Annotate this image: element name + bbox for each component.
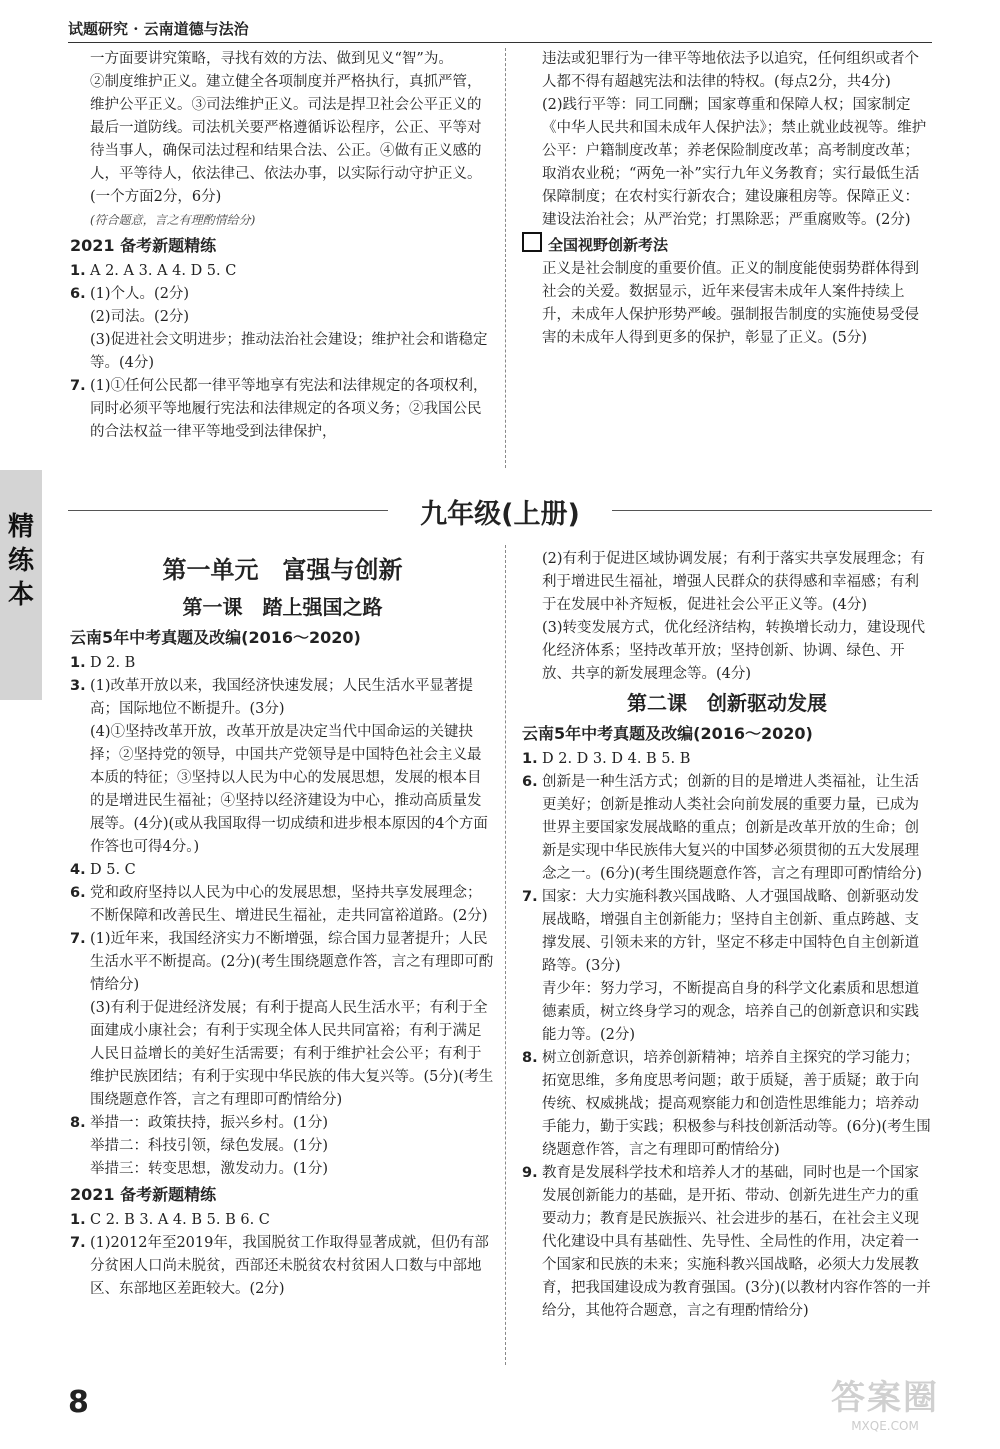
answer-item	[70, 375, 495, 444]
grade-rule-right	[612, 510, 932, 511]
bottom-right-column	[522, 548, 932, 1323]
section-heading: 2021 备考新题精练	[70, 1185, 217, 1204]
answer-paragraph: 举措三：转变思想，激发动力。(1分)	[90, 1161, 329, 1177]
unit-title: 第一单元 富强与创新	[162, 556, 403, 584]
question-number: 3.	[70, 678, 86, 694]
answer-item	[522, 1047, 932, 1162]
question-number: 7.	[70, 378, 86, 394]
answer-item	[70, 859, 495, 882]
answer-paragraph: (3)促进社会文明进步；推动法治社会建设；维护社会和谐稳定等。(4分)	[90, 332, 488, 371]
grade-title: 九年级(上册)	[420, 499, 580, 530]
answer-text: (1)①任何公民都一律平等地享有宪法和法律规定的各项权利，同时必须平等地履行宪法和法律规定的各项义务；②我国公民的合法权益一律平等地受到法律保护，	[90, 378, 488, 440]
question-number: 6.	[70, 885, 86, 901]
lesson2-title: 第二课 创新驱动发展	[627, 691, 827, 715]
question-number: 9.	[522, 1165, 538, 1181]
question-number: 1.	[70, 263, 86, 279]
page-header-title: 试题研究 · 云南道德与法治	[68, 20, 249, 38]
answer-paragraph: (2)司法。(2分)	[90, 309, 190, 325]
question-number: 6.	[522, 774, 538, 790]
answer-paragraph: 举措二：科技引领，绿色发展。(1分)	[90, 1138, 329, 1154]
answer-paragraph: (3)有利于促进经济发展；有利于提高人民生活水平；有利于全面建成小康社会；有利于实现全体人民共同富裕；有利于满足人民日益增长的美好生活需要；有利于维护社会公平；有利于维护民族团结；有利于实现中华民族的伟大复兴等。(5分)(考生围绕题意作答，言之有理即可酌情给分)	[90, 1000, 494, 1108]
lesson1-title: 第一课 踏上强国之路	[182, 595, 383, 619]
answer-paragraph: ②制度维护正义。建立健全各项制度并严格执行，真抓严管，维护公平正义。③司法维护正义。司法是捍卫社会公平正义的最后一道防线。司法机关要严格遵循诉讼程序，公正、平等对待当事人，确保司法过程和结果合法、公正。④做有正义感的人，平等待人，依法律己、依法办事，以实际行动守护正义。(一个方面2分，6分)	[90, 74, 482, 205]
answer-item	[70, 1232, 495, 1301]
checkbox-icon	[522, 232, 542, 252]
answer-text: (1)近年来，我国经济实力不断增强，综合国力显著提升；人民生活水平不断提高。(2分)(考生围绕题意作答，言之有理即可酌情给分)	[90, 931, 494, 993]
answer-paragraph: (4)①坚持改革开放，改革开放是决定当代中国命运的关键抉择；②坚持党的领导，中国共产党领导是中国特色社会主义最本质的特征；③坚持以人民为中心的发展思想，发展的根本目的是增进民生福祉；④坚持以经济建设为中心，推动高质量发展等。(4分)(或从我国取得一切成绩和进步根本原因的4个方面作答也可得4分。)	[90, 724, 488, 855]
answer-item	[70, 1112, 495, 1135]
answer-item	[522, 748, 932, 771]
watermark-url: MXQE.COM	[851, 1419, 919, 1433]
section-heading-yunnan: 云南5年中考真题及改编(2016～2020)	[70, 628, 361, 647]
column-divider-top	[505, 48, 506, 468]
column-divider-bottom	[505, 545, 506, 1365]
answer-paragraph: (2)践行平等：同工同酬；国家尊重和保障人权；国家制定《中华人民共和国未成年人保护法》；禁止就业歧视等。维护公平：户籍制度改革；养老保险制度改革；高考制度改革；取消农业税；“两免一补”实行九年义务教育；实行最低生活保障制度；在农村实行新农合；建设廉租房等。保障正义：建设法治社会；从严治党；打黑除恶；严重腐败等。(2分)	[542, 97, 927, 228]
question-number: 7.	[70, 1235, 86, 1251]
answer-text: 举措一：政策扶持，振兴乡村。(1分)	[90, 1115, 329, 1131]
answer-text: C 2. B 3. A 4. B 5. B 6. C	[90, 1212, 270, 1228]
top-left-column	[70, 48, 495, 444]
bottom-left-column	[70, 550, 495, 1301]
answer-text: 教育是发展科学技术和培养人才的基础，同时也是一个国家发展创新能力的基础，是开拓、带动、创新先进生产力的重要动力；教育是民族振兴、社会进步的基石，在社会主义现代化建设中具有基础性、先导性、全局性的作用，决定着一个国家和民族的未来；实施科教兴国战略，必须大力发展教育，把我国建设成为教育强国。(3分)(以教材内容作答的一并给分，其他符合题意，言之有理酌情给分)	[542, 1165, 931, 1319]
answer-paragraph: 一方面要讲究策略，寻找有效的方法、做到见义“智”为。	[90, 51, 453, 67]
watermark-text: 答案圈	[831, 1378, 939, 1418]
section-heading-national	[522, 232, 932, 258]
answer-item	[70, 652, 495, 675]
side-tab	[0, 470, 42, 700]
answer-paragraph: 正义是社会制度的重要价值。正义的制度能使弱势群体得到社会的关爱。数据显示，近年来侵害未成年人案件持续上升，未成年人保护形势严峻。强制报告制度的实施使易受侵害的未成年人得到更多的保护，彰显了正义。(5分)	[542, 261, 919, 346]
question-number: 1.	[70, 655, 86, 671]
page-number: 8	[68, 1385, 89, 1420]
side-tab-char: 练	[7, 546, 34, 576]
answer-text: (1)个人。(2分)	[90, 286, 190, 302]
section-heading: 2021 备考新题精练	[70, 236, 217, 255]
answer-text: 树立创新意识，培养创新精神；培养自主探究的学习能力；拓宽思维，多角度思考问题；敢于质疑，善于质疑；敢于向传统、权威挑战；提高观察能力和创造性思维能力；培养动手能力，勤于实践；积极参与科技创新活动等。(6分)(考生围绕题意作答，言之有理即可酌情给分)	[542, 1050, 931, 1158]
answer-text: 党和政府坚持以人民为中心的发展思想，坚持共享发展理念；不断保障和改善民生、增进民生福祉，走共同富裕道路。(2分)	[90, 885, 488, 924]
answer-item	[70, 928, 495, 997]
answer-paragraph: 青少年：努力学习，不断提高自身的科学文化素质和思想道德素质，树立终身学习的观念，培养自己的创新意识和实践能力等。(2分)	[542, 981, 919, 1043]
answer-item	[70, 283, 495, 306]
header-rule	[68, 42, 932, 43]
answer-text: (1)改革开放以来，我国经济快速发展；人民生活水平显著提高；国际地位不断提升。(3分)	[90, 678, 474, 717]
answer-item	[70, 675, 495, 721]
answer-text: (1)2012年至2019年，我国脱贫工作取得显著成就，但仍有部分贫困人口尚未脱贫，西部还未脱贫农村贫困人口数与中部地区、东部地区差距较大。(2分)	[90, 1235, 489, 1297]
section-heading-yunnan-2: 云南5年中考真题及改编(2016～2020)	[522, 724, 813, 743]
question-number: 8.	[70, 1115, 86, 1131]
question-number: 6.	[70, 286, 86, 302]
watermark-logo	[810, 1370, 960, 1433]
answer-text: D 2. B	[90, 655, 136, 671]
answer-item	[70, 260, 495, 283]
answer-item	[522, 886, 932, 978]
side-tab-char: 精	[7, 512, 34, 542]
answer-item	[70, 1209, 495, 1232]
question-number: 8.	[522, 1050, 538, 1066]
answer-item	[522, 771, 932, 886]
answer-paragraph: (2)有利于促进区域协调发展；有利于落实共享发展理念；有利于增进民生福祉，增强人民群众的获得感和幸福感；有利于在发展中补齐短板，促进社会公平正义等。(4分)	[542, 551, 926, 613]
answer-paragraph: (3)转变发展方式，优化经济结构，转换增长动力，建设现代化经济体系；坚持改革开放；坚持创新、协调、绿色、开放、共享的新发展理念等。(4分)	[542, 620, 926, 682]
answer-text: 创新是一种生活方式；创新的目的是增进人类福祉，让生活更美好；创新是推动人类社会向前发展的重要力量，已成为世界主要国家发展战略的重点；创新是改革开放的生命；创新是实现中华民族伟大复兴的中国梦必须贯彻的五大发展理念之一。(6分)(考生围绕题意作答，言之有理即可酌情给分)	[542, 774, 922, 882]
question-number: 4.	[70, 862, 86, 878]
answer-item	[70, 882, 495, 928]
question-number: 7.	[70, 931, 86, 947]
answer-text: A 2. A 3. A 4. D 5. C	[90, 263, 237, 279]
question-number: 1.	[522, 751, 538, 767]
question-number: 1.	[70, 1212, 86, 1228]
answer-text: D 5. C	[90, 862, 136, 878]
scoring-note: (符合题意，言之有理酌情给分)	[90, 213, 256, 227]
answer-item	[522, 1162, 932, 1323]
top-right-column	[522, 48, 932, 350]
question-number: 7.	[522, 889, 538, 905]
answer-text: D 2. D 3. D 4. B 5. B	[542, 751, 691, 767]
section-heading-text: 全国视野创新考法	[548, 236, 669, 254]
answer-paragraph: 违法或犯罪行为一律平等地依法予以追究，任何组织或者个人都不得有超越宪法和法律的特权。(每点2分，共4分)	[542, 51, 919, 90]
answer-text: 国家：大力实施科教兴国战略、人才强国战略、创新驱动发展战略，增强自主创新能力；坚持自主创新、重点跨越、支撑发展、引领未来的方针，坚定不移走中国特色自主创新道路等。(3分)	[542, 889, 919, 974]
side-tab-char: 本	[7, 580, 34, 610]
